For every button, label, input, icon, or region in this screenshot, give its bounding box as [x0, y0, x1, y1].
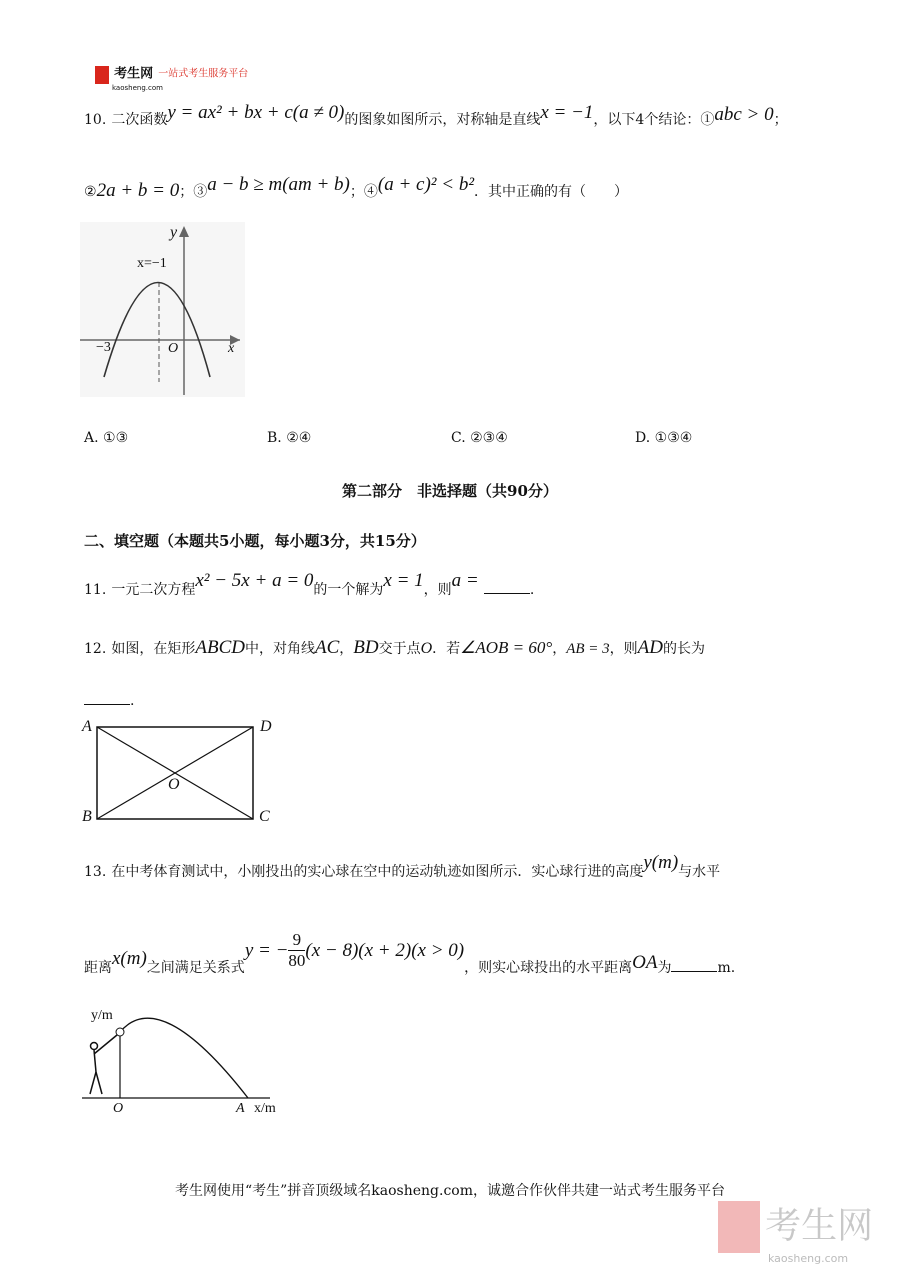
header-logo [95, 64, 248, 93]
option-text: ②④ [286, 430, 312, 446]
option-label: D. [635, 430, 651, 446]
formula: BD [353, 637, 379, 658]
x-label: x [228, 341, 235, 356]
trajectory-curve [120, 1018, 248, 1098]
x-axis-label: x/m [254, 1101, 276, 1116]
text: 中，对角线 [244, 641, 315, 657]
vertex-a-label: A [82, 718, 92, 735]
rectangle-figure [96, 726, 256, 822]
question-12-blank-line [84, 690, 134, 709]
origin-label: O [168, 341, 179, 356]
fraction [288, 930, 305, 971]
option-text: ②③④ [470, 430, 508, 446]
formula: 2a + b = 0 [96, 180, 180, 201]
text: 在中考体育测试中，小刚投出的实心球在空中的运动轨迹如图所示．实心球行进的高度 [111, 864, 644, 880]
option-a[interactable] [84, 430, 128, 446]
vertex-b-label: B [82, 808, 92, 825]
header-slogan: 一站式考生服务平台 [158, 68, 249, 80]
formula: y = ax² + bx + c(a ≠ 0) [167, 102, 345, 123]
question-13-line2 [84, 930, 736, 976]
option-text: ①③ [103, 430, 129, 446]
text: ；③ [179, 184, 208, 200]
formula: y(m) [643, 852, 679, 873]
formula: x(m) [112, 948, 147, 969]
vertex-d-label: D [260, 718, 272, 735]
text: . [529, 582, 535, 598]
formula: a − b ≥ m(am + b) [207, 174, 350, 195]
origin-label: O [113, 1101, 124, 1116]
throw-figure [80, 1010, 280, 1105]
logo-mark-icon [95, 66, 109, 84]
tick-label: −3 [96, 340, 111, 355]
option-label: A. [84, 430, 99, 446]
text: 一元二次方程 [111, 582, 196, 598]
watermark-sub: kaosheng.com [768, 1252, 849, 1265]
option-label: B. [267, 430, 282, 446]
answer-blank[interactable] [671, 957, 717, 972]
option-text: ①③④ [654, 430, 693, 446]
denominator: 80 [288, 951, 306, 970]
text: 为 [657, 960, 672, 976]
text: 二次函数 [111, 112, 168, 128]
symmetry-label: x=−1 [137, 256, 167, 271]
option-c[interactable] [451, 430, 508, 446]
center-o-label: O [168, 776, 180, 793]
text: ，则实心球投出的水平距离 [464, 960, 633, 976]
question-number: 13. [84, 864, 107, 880]
text: 的图象如图所示，对称轴是直线 [344, 112, 541, 128]
text: 的长为 [662, 641, 705, 657]
option-d[interactable] [635, 430, 692, 446]
formula: y = − [244, 940, 289, 961]
formula: (x − 8)(x + 2)(x > 0) [305, 940, 465, 961]
text: . [130, 693, 135, 709]
text: ， [339, 641, 354, 657]
numerator: 9 [288, 930, 305, 951]
parabola-curve [104, 283, 210, 378]
text: ，则 [609, 641, 638, 657]
answer-blank[interactable] [484, 579, 530, 594]
formula: OA [632, 952, 658, 973]
watermark-mark-icon [718, 1201, 760, 1253]
logo-sub: kaosheng.com [112, 84, 163, 92]
watermark-logo [718, 1200, 873, 1265]
question-12 [84, 637, 705, 659]
ball-icon [116, 1028, 124, 1036]
text: ．其中正确的有（ ） [474, 184, 629, 200]
watermark-text: 考生网 [765, 1205, 874, 1247]
text: ；④ [349, 184, 378, 200]
text: ．若 [432, 641, 461, 657]
athlete-icon [90, 1035, 117, 1094]
y-label: y [170, 224, 178, 241]
logo-text: 考生网 [114, 66, 154, 82]
text: ② [84, 184, 97, 200]
formula: ABCD [195, 637, 245, 658]
formula: abc > 0 [714, 104, 774, 125]
formula: AC [314, 637, 340, 658]
question-13-line1 [84, 852, 721, 882]
text: ，则 [423, 582, 452, 598]
formula: O [420, 640, 433, 657]
formula: AB = 3 [566, 641, 610, 657]
text: 如图，在矩形 [111, 641, 196, 657]
y-axis-arrow-icon [179, 226, 189, 237]
text: 与水平 [678, 864, 721, 880]
point-a-label: A [236, 1101, 245, 1116]
question-10-line2 [84, 174, 629, 202]
parabola-figure [80, 222, 245, 397]
option-b[interactable] [267, 430, 311, 446]
question-number: 11. [84, 582, 107, 598]
formula: (a + c)² < b² [377, 174, 475, 195]
text: 距离 [84, 960, 112, 976]
answer-blank[interactable] [84, 690, 130, 705]
section-title: 二、填空题（本题共5小题，每小题3分，共15分） [84, 532, 426, 550]
formula: x² − 5x + a = 0 [195, 570, 314, 591]
footer-text: 考生网使用“考生”拼音顶级域名kaosheng.com，诚邀合作伙伴共建一站式考生服务平台 [174, 1183, 726, 1199]
text: ， [552, 641, 567, 657]
question-10-line1 [84, 102, 788, 130]
formula: AD [637, 637, 663, 658]
text: 的一个解为 [313, 582, 384, 598]
y-axis-label: y/m [91, 1008, 113, 1023]
question-number: 12. [84, 641, 107, 657]
text: 交于点 [378, 641, 421, 657]
text: ； [773, 112, 788, 128]
question-number: 10. [84, 112, 107, 128]
option-label: C. [451, 430, 466, 446]
formula: x = 1 [383, 570, 424, 591]
formula: ∠AOB = 60° [460, 638, 553, 657]
parabola-graph [80, 222, 245, 397]
formula: x = −1 [540, 102, 594, 123]
question-11 [84, 570, 535, 600]
text: 之间满足关系式 [146, 960, 245, 976]
vertex-c-label: C [259, 808, 270, 825]
text: m. [717, 960, 736, 976]
part-title: 第二部分 非选择题（共90分） [342, 482, 558, 500]
formula: a = [451, 570, 479, 591]
text: ，以下4个结论：① [593, 112, 715, 128]
